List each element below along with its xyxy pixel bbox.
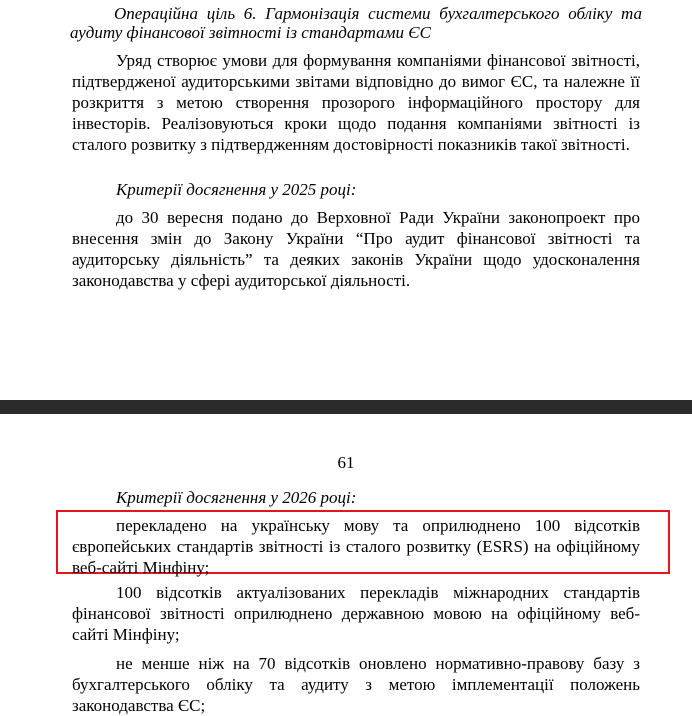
criteria-2026-item-ifrs: 100 відсотків актуалізованих перекладів міжнародних стандартів фінансової звітності оприлюднено державною мовою на офіційному веб-сайті Мінфіну; — [72, 583, 640, 644]
operational-goal-heading: Операційна ціль 6. Гармонізація системи бухгалтерського обліку та аудиту фінансової звітності із стандартами ЄС — [70, 4, 642, 42]
criteria-2026-item-esrs: перекладено на українську мову та оприлюднено 100 відсотків європейських стандартів звітності із сталого розвитку (ESRS) на офіційному веб-сайті Мінфіну; — [72, 516, 640, 577]
page-number: 61 — [337, 453, 355, 472]
page-separator — [0, 400, 692, 414]
paragraph-goal-description: Уряд створює умови для формування компаніями фінансової звітності, підтвердженої аудиторськими звітами відповідно до вимог ЄС, та належне її розкриття з метою створення прозорого інформаційного простору для інвесторів. Реалізовуються кроки щодо подання компаніями звітності із сталого розвитку з підтвердженням достовірності показників такої звітності. — [72, 51, 640, 154]
criteria-2025-heading: Критерії досягнення у 2025 році: — [116, 180, 357, 199]
criteria-2026-item-regulatory-base: не менше ніж на 70 відсотків оновлено нормативно-правову базу з бухгалтерського обліку та аудиту з метою імплементації положень законодавства ЄС; — [72, 654, 640, 715]
criteria-2026-heading: Критерії досягнення у 2026 році: — [116, 488, 357, 507]
paragraph-criteria-2025: до 30 вересня подано до Верховної Ради України законопроект про внесення змін до Закону України “Про аудит фінансової звітності та аудиторську діяльність” та деяких законів України щодо удосконалення законодавства у сфері аудиторської діяльності. — [72, 208, 640, 290]
document-page-bottom — [0, 414, 692, 715]
